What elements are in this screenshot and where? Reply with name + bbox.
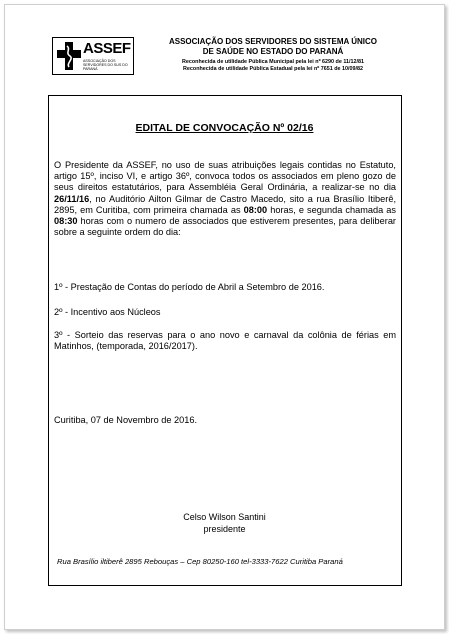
paragraph-text: horas, e segunda chamada as [267, 204, 396, 215]
assef-logo [52, 37, 134, 75]
first-call-time: 08:00 [243, 204, 268, 215]
meeting-date: 26/11/16 [54, 193, 90, 204]
agenda-item-2: 2º - Incentivo aos Núcleos [54, 307, 161, 317]
paragraph-text: horas com o numero de associados que estiverem presentes, para deliberar sobre a seguinte ordem do dia: [54, 216, 396, 238]
convocation-paragraph [54, 160, 396, 238]
notice-title: EDITAL DE CONVOCAÇÃO Nº 02/16 [135, 122, 314, 134]
letterhead [52, 35, 397, 78]
signatory-name: Celso Wilson Santini [183, 512, 266, 522]
logo-subtitle: ASSOCIAÇÃO DOS SERVIDORES DO SUS DO PARANÁ [83, 59, 128, 72]
organization-name-line2: DE SAÚDE NO ESTADO DO PARANÁ [202, 46, 344, 56]
signatory-role: presidente [203, 524, 246, 534]
footer-address: Rua Brasílio iltiberê 2895 Rebouças – Cep 80250-160 tel-3333-7622 Curitiba Paraná [57, 557, 343, 566]
agenda-item-3: 3º - Sorteio das reservas para o ano novo e carnaval da colônia de férias em Matinhos, (temporada, 2016/2017). [54, 330, 396, 352]
organization-name [148, 37, 398, 56]
cross-icon [57, 42, 81, 70]
date-place: Curitiba, 07 de Novembro de 2016. [54, 415, 198, 425]
second-call-time: 08:30 [54, 216, 78, 227]
organization-name-line1: ASSOCIAÇÃO DOS SERVIDORES DO SISTEMA ÚNICO [168, 37, 378, 46]
paragraph-text: , no Auditório Ailton Gilmar de Castro Macedo, sito a rua Brasílio Itiberê, 2895, em Curitiba, com primeira chamada as [54, 193, 396, 215]
state-recognition: Reconhecida de utilidade Pública Estadual pela lei nº 7651 de 10/09/82 [183, 66, 363, 72]
agenda-item-1: 1º - Prestação de Contas do período de Abril a Setembro de 2016. [54, 282, 325, 292]
paragraph-text: O Presidente da ASSEF, no uso de suas atribuições legais contidas no Estatuto, artigo 15º, inciso VI, e artigo 36º, convoca todos os associados em pleno gozo de seus direitos estatutários, para Assembléia Geral Ordinária, a realizar-se no dia [54, 160, 396, 193]
municipal-recognition: Reconhecida de utilidade Pública Municipal pela lei nº 6290 de 11/12/81 [181, 59, 365, 65]
logo-name: ASSEF [83, 40, 131, 57]
